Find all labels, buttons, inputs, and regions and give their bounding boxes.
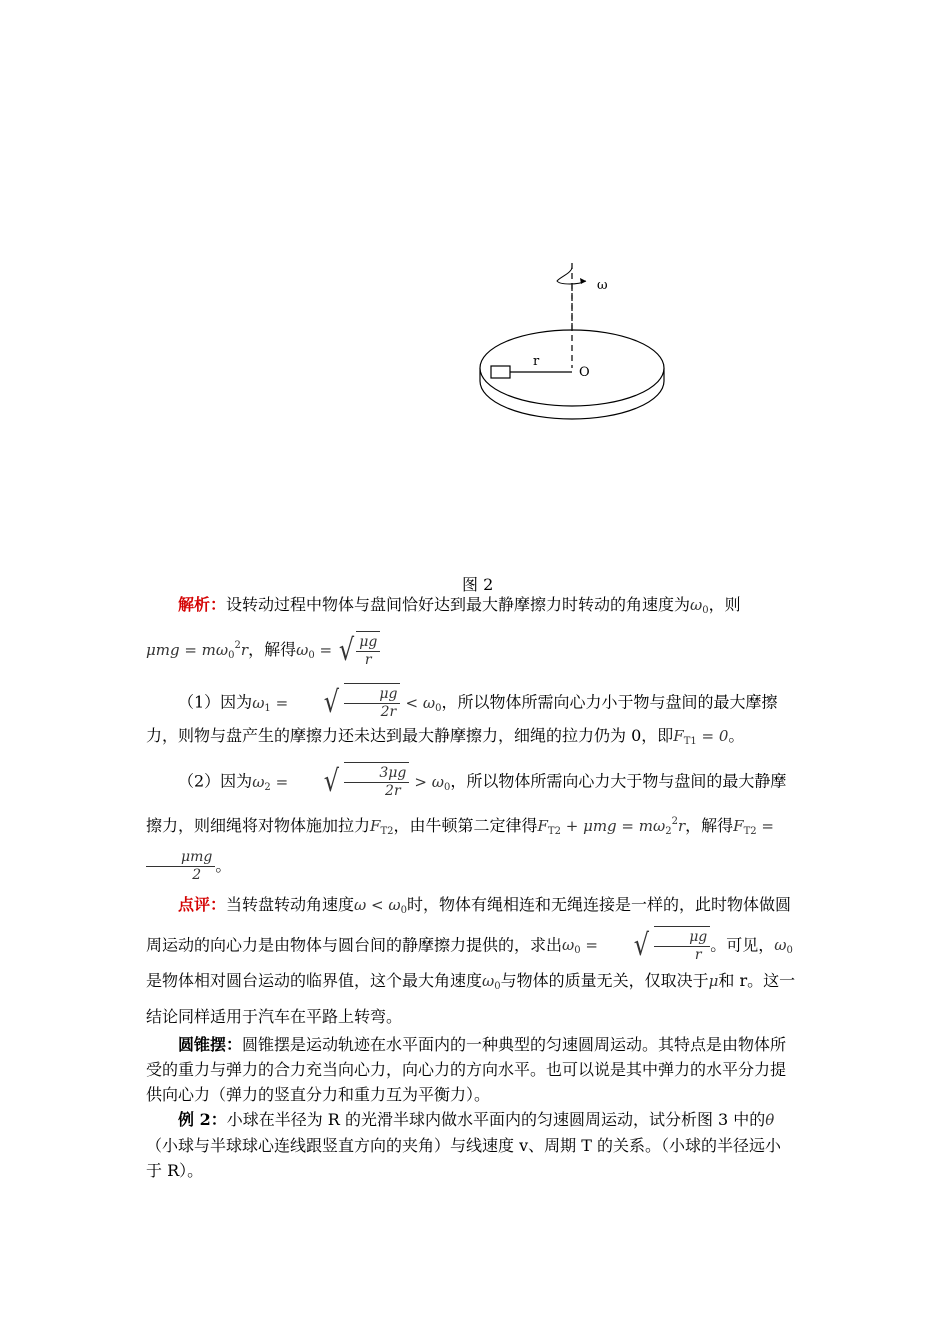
omega-label: ω [597, 278, 608, 293]
comment-paragraph: 点评：当转盘转动角速度$\omega < \omega_0$时，物体有绳相连和无绳连接是一样的，此时物体做圆周运动的向心力是由物体与圆台间的静摩擦力提供的，求出$\omega_0$ = √ $\frac{\mu g}{r}$ 。可见，$\omega_0$是物体相对圆台运动的临界值，这个最大角速度$\omega_0$与物体的质量无关，仅取决于μ和 r。这一结论同样适用于汽车在平路上转弯。 [146, 894, 796, 1026]
comment-label: 点评： [178, 894, 227, 914]
example-paragraph: 例 2：小球在半径为 R 的光滑半球内做水平面内的匀速圆周运动，试分析图 3 中的θ（小球与半球球心连线跟竖直方向的夹角）与线速度 v、周期 T 的关系。（小球的半径远小于 R）。 [146, 1110, 781, 1180]
cone-pendulum-paragraph: 圆锥摆：圆锥摆是运动轨迹在水平面内的一种典型的匀速圆周运动。其特点是由物体所受的重力与弹力的合力充当向心力，向心力的方向水平。也可以说是其中弹力的水平分力提供向心力（弹力的竖直分力和重力互为平衡力）。 [146, 1035, 787, 1104]
analysis-label: 解析： [178, 595, 227, 614]
block [491, 366, 510, 378]
center-label: O [579, 365, 590, 380]
example-label: 例 2： [178, 1110, 227, 1129]
rotating-disk-figure [460, 255, 690, 430]
analysis-equation: $\mu mg = m\omega_0^2r$，解得$\omega_0$ = √ $\frac{\mu g}{r}$ [146, 623, 796, 679]
document-body [146, 592, 796, 1183]
analysis-paragraph: 解析：设转动过程中物体与盘间恰好达到最大静摩擦力时转动的角速度为$\omega_0$，则 [178, 595, 741, 616]
radius-label: r [533, 354, 540, 369]
case1-paragraph: （1）因为$\omega_1$ = √ $\frac{\mu g}{2r}$ < $\omega_0$，所以物体所需向心力小于物与盘间的最大摩擦力，则物与盘产生的摩擦力还未达到最大静摩擦力，细绳的拉力仍为 0，即$F_{T1} = 0$。 [146, 685, 778, 747]
case2-paragraph: （2）因为$\omega_2$ = √ $\frac{3\mu g}{2r}$ > $\omega_0$，所以物体所需向心力大于物与盘间的最大静摩擦力，则细绳将对物体施加拉力$F_{T2}$，由牛顿第二定律得$F_{T2} + \mu mg = m\omega_2^2r$，解得$F_{T2}$ = $\frac{\text{μmg}}{2}$ 。 [146, 764, 787, 883]
cone-label: 圆锥摆： [178, 1035, 243, 1054]
figure-caption: 图 2 [462, 575, 494, 594]
